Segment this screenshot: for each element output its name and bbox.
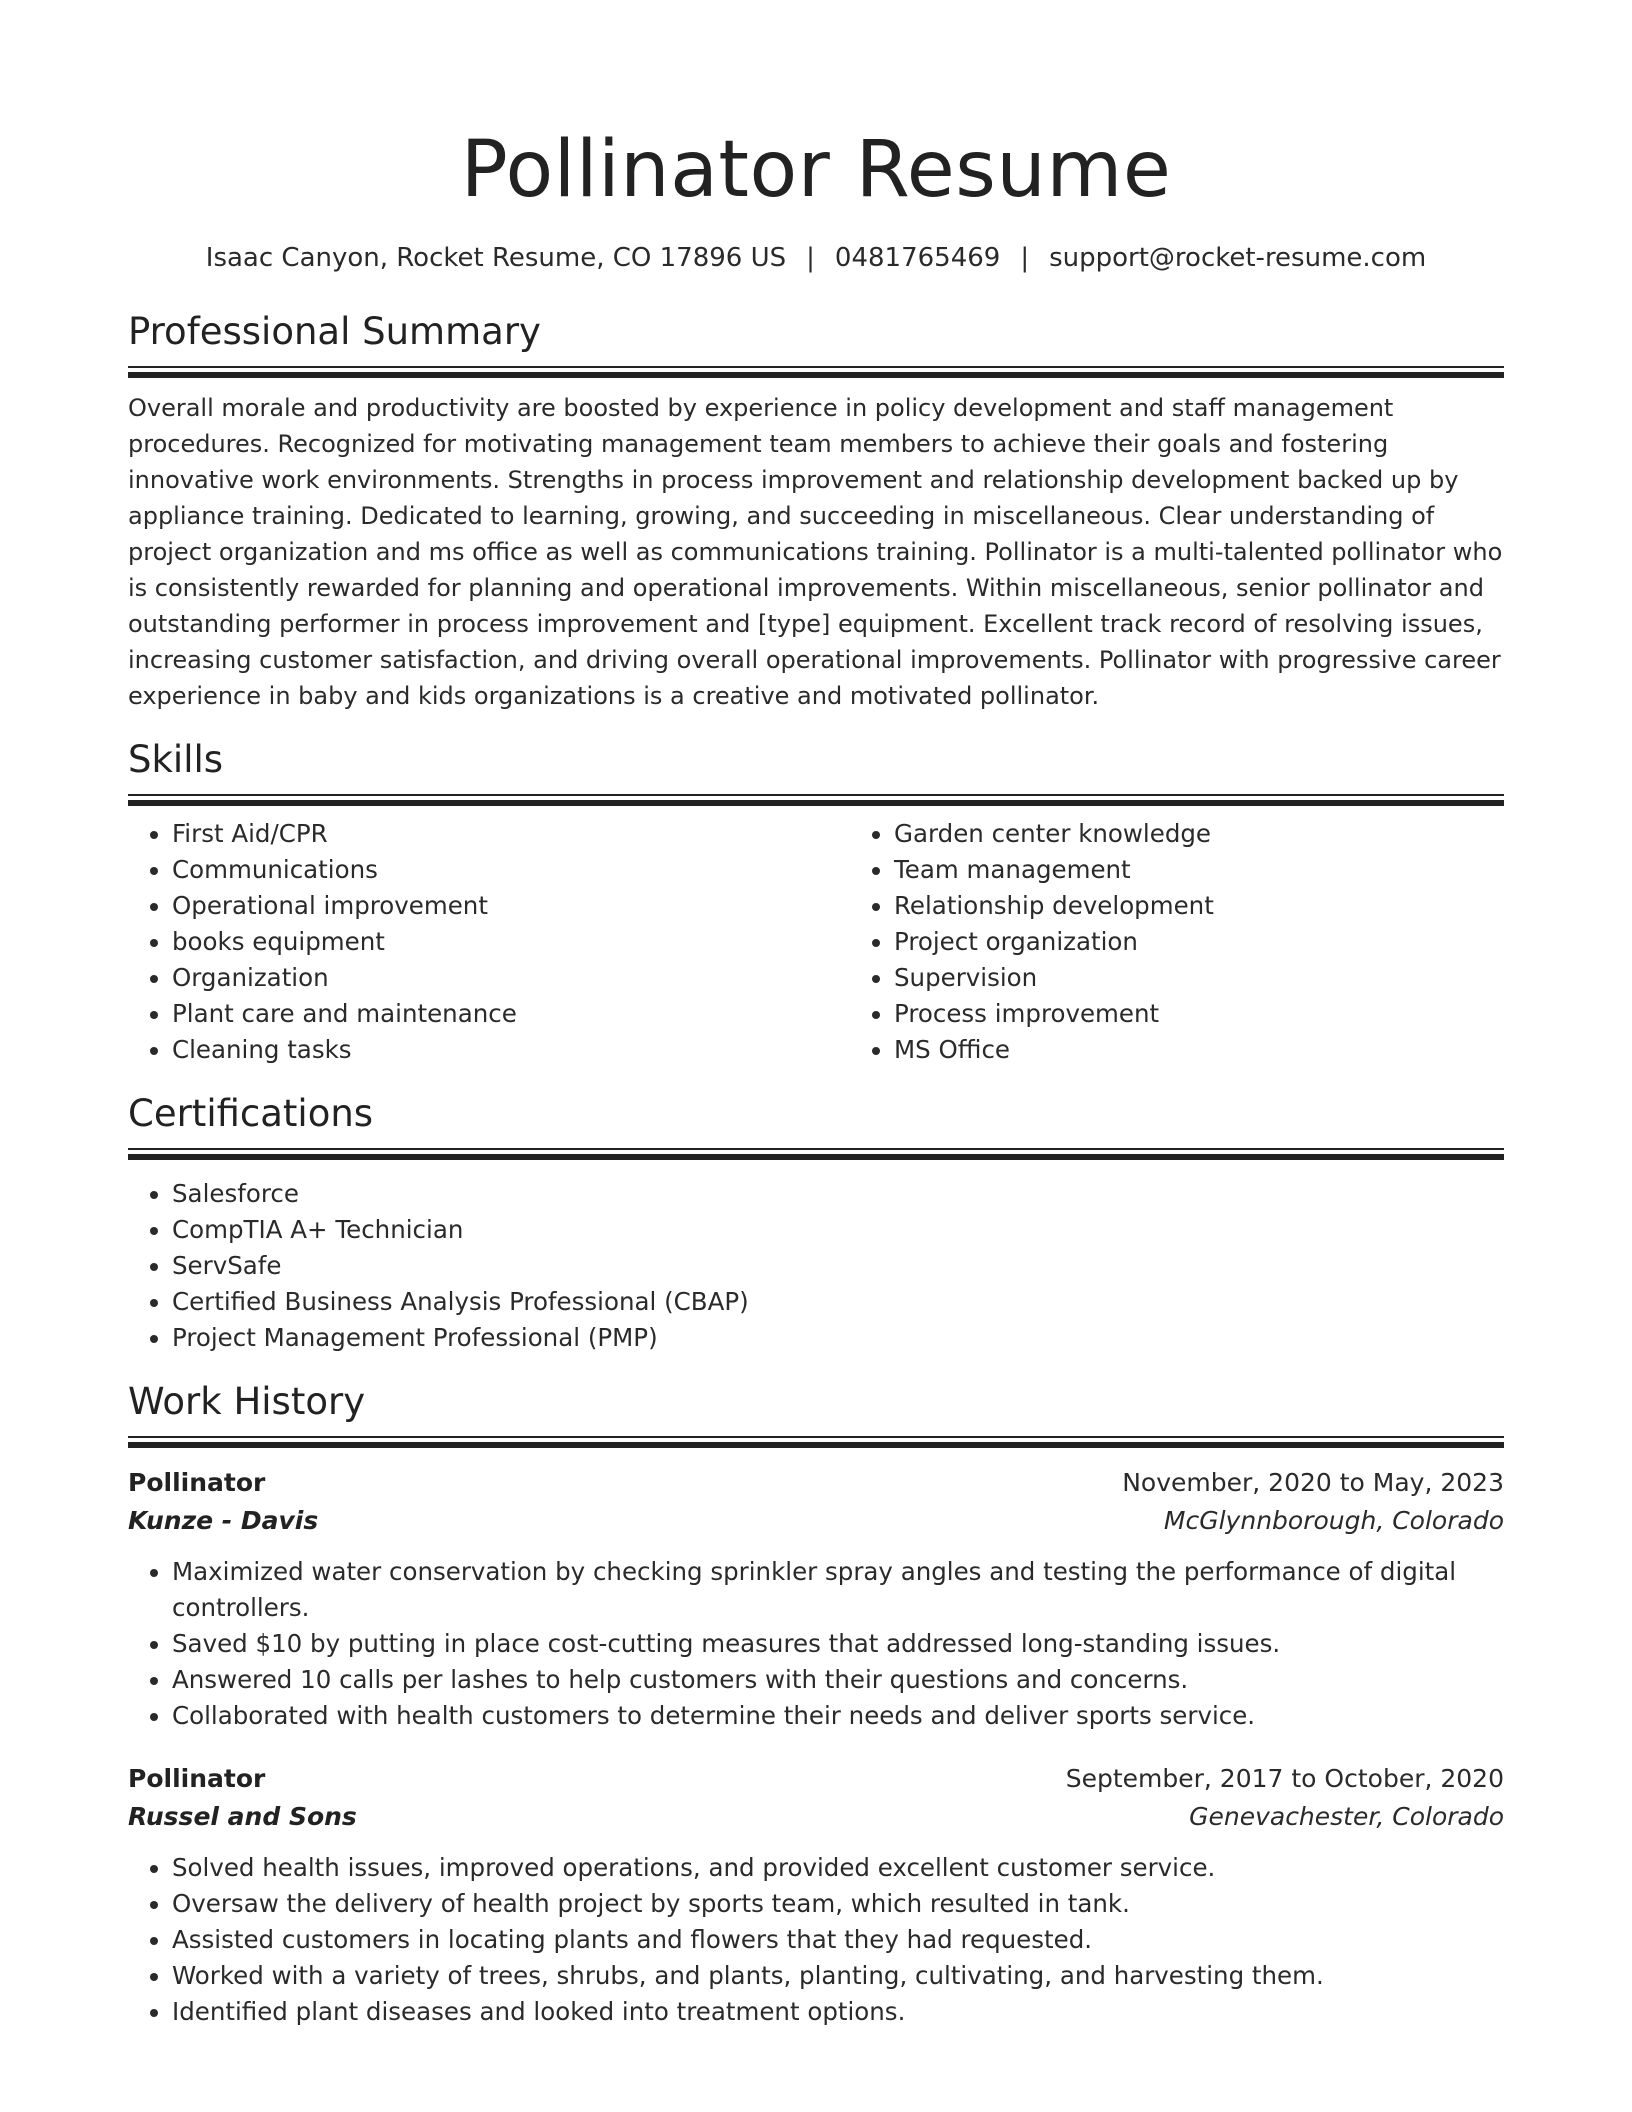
skills-list-right <box>850 816 1214 1068</box>
job-duty-item: • Oversaw the delivery of health project by sports team, which resulted in tank. <box>172 1886 1504 1922</box>
job-company-row <box>128 1502 1504 1540</box>
job-title: Pollinator <box>128 1468 266 1497</box>
job-duty-item: • Worked with a variety of trees, shrubs, and plants, planting, cultivating, and harvesting them. <box>172 1958 1504 1994</box>
job-duty-item: • Assisted customers in locating plants and flowers that they had requested. <box>172 1922 1504 1958</box>
skill-item: • Team management <box>894 852 1214 888</box>
skill-item: • Operational improvement <box>172 888 850 924</box>
skills-grid <box>128 816 1504 1068</box>
job-duties-list <box>128 1850 1504 2030</box>
skill-item: • books equipment <box>172 924 850 960</box>
job-duty-item: • Answered 10 calls per lashes to help customers with their questions and concerns. <box>172 1662 1504 1698</box>
job-duty-item: • Maximized water conservation by checking sprinkler spray angles and testing the performance of digital controllers. <box>172 1554 1504 1626</box>
certification-item: • CompTIA A+ Technician <box>172 1212 1504 1248</box>
skill-item: • Project organization <box>894 924 1214 960</box>
certifications-section <box>128 1090 1504 1356</box>
skill-item: • Process improvement <box>894 996 1214 1032</box>
skill-item: • Plant care and maintenance <box>172 996 850 1032</box>
certifications-heading: Certifications <box>128 1092 374 1135</box>
job-company: Russel and Sons <box>128 1802 357 1831</box>
skill-item: • Organization <box>172 960 850 996</box>
job-company-row <box>128 1798 1504 1836</box>
summary-section <box>128 308 1504 714</box>
work-history-section <box>128 1378 1504 2030</box>
job-title: Pollinator <box>128 1764 266 1793</box>
skill-item: • First Aid/CPR <box>172 816 850 852</box>
section-divider <box>128 1436 1504 1448</box>
summary-heading: Professional Summary <box>128 310 541 353</box>
job-duty-item: • Identified plant diseases and looked into treatment options. <box>172 1994 1504 2030</box>
skill-item: • Relationship development <box>894 888 1214 924</box>
certification-item: • ServSafe <box>172 1248 1504 1284</box>
job-entry <box>128 1760 1504 2030</box>
job-location: Genevachester, Colorado <box>1189 1802 1504 1831</box>
section-divider <box>128 794 1504 806</box>
skill-item: • MS Office <box>894 1032 1214 1068</box>
skill-item: • Garden center knowledge <box>894 816 1214 852</box>
job-company: Kunze - Davis <box>128 1506 319 1535</box>
contact-phone: 0481765469 <box>834 243 1001 273</box>
certification-item: • Salesforce <box>172 1176 1504 1212</box>
section-divider <box>128 1148 1504 1160</box>
job-duty-item: • Solved health issues, improved operations, and provided excellent customer service. <box>172 1850 1504 1886</box>
certifications-list <box>128 1176 1504 1356</box>
skills-section <box>128 736 1504 1068</box>
skill-item: • Supervision <box>894 960 1214 996</box>
skills-list-left <box>128 816 850 1068</box>
job-duty-item: • Collaborated with health customers to determine their needs and deliver sports service. <box>172 1698 1504 1734</box>
summary-text: Overall morale and productivity are boosted by experience in policy development and staff management procedures. Recognized for motivating management team members to achieve their goals and fostering innovative work environments. Strengths in process improvement and relationship development backed up by appliance training. Dedicated to learning, growing, and succeeding in miscellaneous. Clear understanding of project organization and ms office as well as communications training. Pollinator is a multi-talented pollinator who is consistently rewarded for planning and operational improvements. Within miscellaneous, senior pollinator and outstanding performer in process improvement and [type] equipment. Excellent track record of resolving issues, increasing customer satisfaction, and driving overall operational improvements. Pollinator with progressive career experience in baby and kids organizations is a creative and motivated pollinator. <box>128 394 1503 710</box>
contact-separator: | <box>806 243 815 273</box>
job-dates: November, 2020 to May, 2023 <box>1122 1468 1504 1497</box>
job-duties-list <box>128 1554 1504 1734</box>
job-dates: September, 2017 to October, 2020 <box>1065 1764 1504 1793</box>
contact-separator: | <box>1020 243 1030 273</box>
skills-heading: Skills <box>128 738 224 781</box>
job-location: McGlynnborough, Colorado <box>1163 1506 1504 1535</box>
skill-item: • Communications <box>172 852 850 888</box>
contact-address: Isaac Canyon, Rocket Resume, CO 17896 US <box>205 243 787 273</box>
job-entry <box>128 1464 1504 1734</box>
section-divider <box>128 366 1504 378</box>
certification-item: • Certified Business Analysis Professional (CBAP) <box>172 1284 1504 1320</box>
skill-item: • Cleaning tasks <box>172 1032 850 1068</box>
job-header-row <box>128 1464 1504 1502</box>
job-duty-item: • Saved $10 by putting in place cost-cutting measures that addressed long-standing issues. <box>172 1626 1504 1662</box>
resume-title: Pollinator Resume <box>460 125 1172 215</box>
contact-email: support@rocket-resume.com <box>1049 243 1427 273</box>
contact-line <box>128 240 1504 276</box>
work-history-heading: Work History <box>128 1380 366 1423</box>
certification-item: • Project Management Professional (PMP) <box>172 1320 1504 1356</box>
job-header-row <box>128 1760 1504 1798</box>
